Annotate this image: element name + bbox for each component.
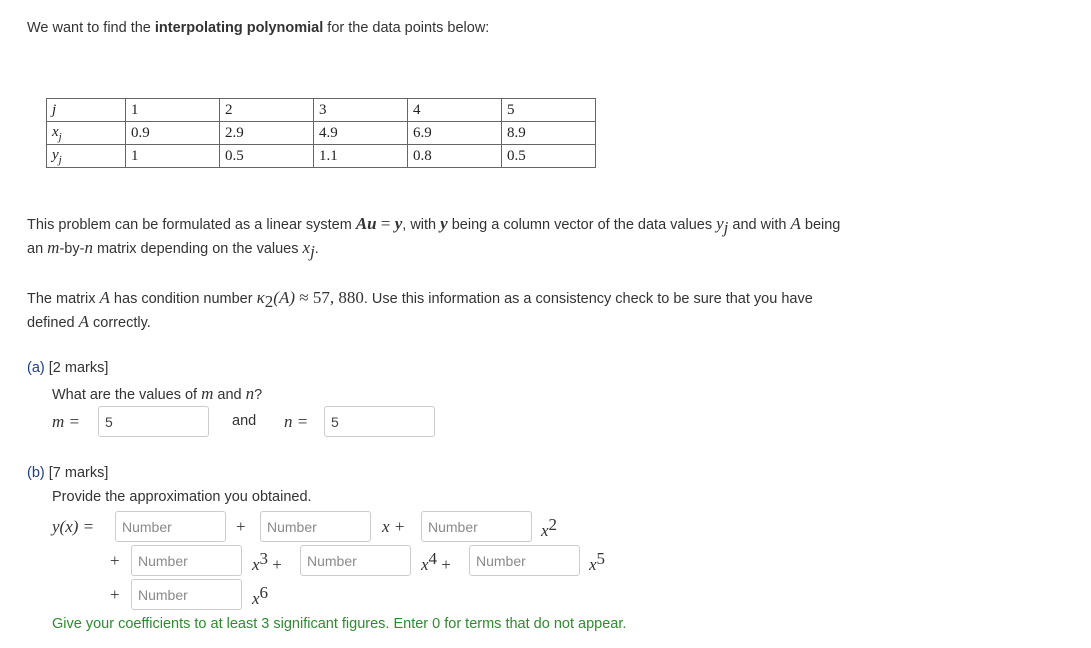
data-table <box>46 98 596 168</box>
intro-suffix: for the data points below: <box>323 20 490 36</box>
part-a-heading <box>27 360 108 376</box>
n-input[interactable] <box>324 406 435 437</box>
problem-paragraph: This problem can be formulated as a linear system Au = y, with y being a column vector of the data values $y_j$ and with A being <box>27 214 841 237</box>
coefficient-input-1[interactable] <box>260 511 371 542</box>
table-cell: 2 <box>220 99 314 122</box>
table-cell: 5 <box>502 99 596 122</box>
table-cell: 0.9 <box>126 122 220 145</box>
table-cell: 4.9 <box>314 122 408 145</box>
row-label-x: $x_j$ <box>47 122 126 145</box>
row-label-j: j <box>47 99 126 122</box>
condition-paragraph: The matrix A has condition number $\kappa_2(A) \approx 57$, 880. Use this information as a consistency check to be sure that you have <box>27 288 813 311</box>
intro-prefix: We want to find the <box>27 20 155 36</box>
coefficients-hint: Give your coefficients to at least 3 significant figures. Enter 0 for terms that do not appear. <box>52 616 627 632</box>
part-b-prompt: Provide the approximation you obtained. <box>52 489 312 505</box>
intro-bold: interpolating polynomial <box>154 20 324 36</box>
plus-sign: + <box>236 517 246 536</box>
table-row <box>47 145 596 168</box>
part-a-label: (a) <box>27 360 45 376</box>
table-cell: 0.8 <box>408 145 502 168</box>
m-label: m = <box>52 412 80 431</box>
table-cell: 2.9 <box>220 122 314 145</box>
table-cell: 1.1 <box>314 145 408 168</box>
table-cell: 0.5 <box>220 145 314 168</box>
term-x: x + <box>382 517 406 536</box>
plus-sign: + <box>110 585 120 604</box>
coefficient-input-6[interactable] <box>131 579 242 610</box>
table-cell: 1 <box>126 145 220 168</box>
coefficient-input-5[interactable] <box>469 545 580 576</box>
coefficient-input-2[interactable] <box>421 511 532 542</box>
table-row <box>47 99 596 122</box>
table-cell: 1 <box>126 99 220 122</box>
part-a-question: What are the values of m and n? <box>52 384 263 403</box>
table-cell: 4 <box>408 99 502 122</box>
table-cell: 0.5 <box>502 145 596 168</box>
term-x3: $x^3$ + <box>252 549 282 574</box>
n-label: n = <box>284 412 309 431</box>
term-x4: $x^4$ + <box>421 549 451 574</box>
coefficient-input-0[interactable] <box>115 511 226 542</box>
y-of-x-label: y(x) = <box>52 517 95 536</box>
table-row <box>47 122 596 145</box>
table-cell: 3 <box>314 99 408 122</box>
plus-sign: + <box>110 551 120 570</box>
term-x5: $x^5$ <box>589 549 606 574</box>
table-cell: 8.9 <box>502 122 596 145</box>
coefficient-input-3[interactable] <box>131 545 242 576</box>
problem-paragraph-line2: an m-by-n matrix depending on the values $x_j$. <box>27 238 319 261</box>
term-x6: $x^6$ <box>252 583 269 608</box>
part-a-marks: [2 marks] <box>44 360 109 376</box>
term-x2: $x^2$ <box>541 515 558 540</box>
row-label-y: $y_j$ <box>47 145 126 168</box>
part-b-label: (b) <box>27 465 45 481</box>
m-input[interactable] <box>98 406 209 437</box>
and-text: and <box>232 413 257 429</box>
table-cell: 6.9 <box>408 122 502 145</box>
intro-text <box>27 20 489 36</box>
part-b-heading <box>27 465 108 481</box>
coefficient-input-4[interactable] <box>300 545 411 576</box>
part-b-marks: [7 marks] <box>44 465 109 481</box>
condition-paragraph-line2: defined A correctly. <box>27 312 151 331</box>
